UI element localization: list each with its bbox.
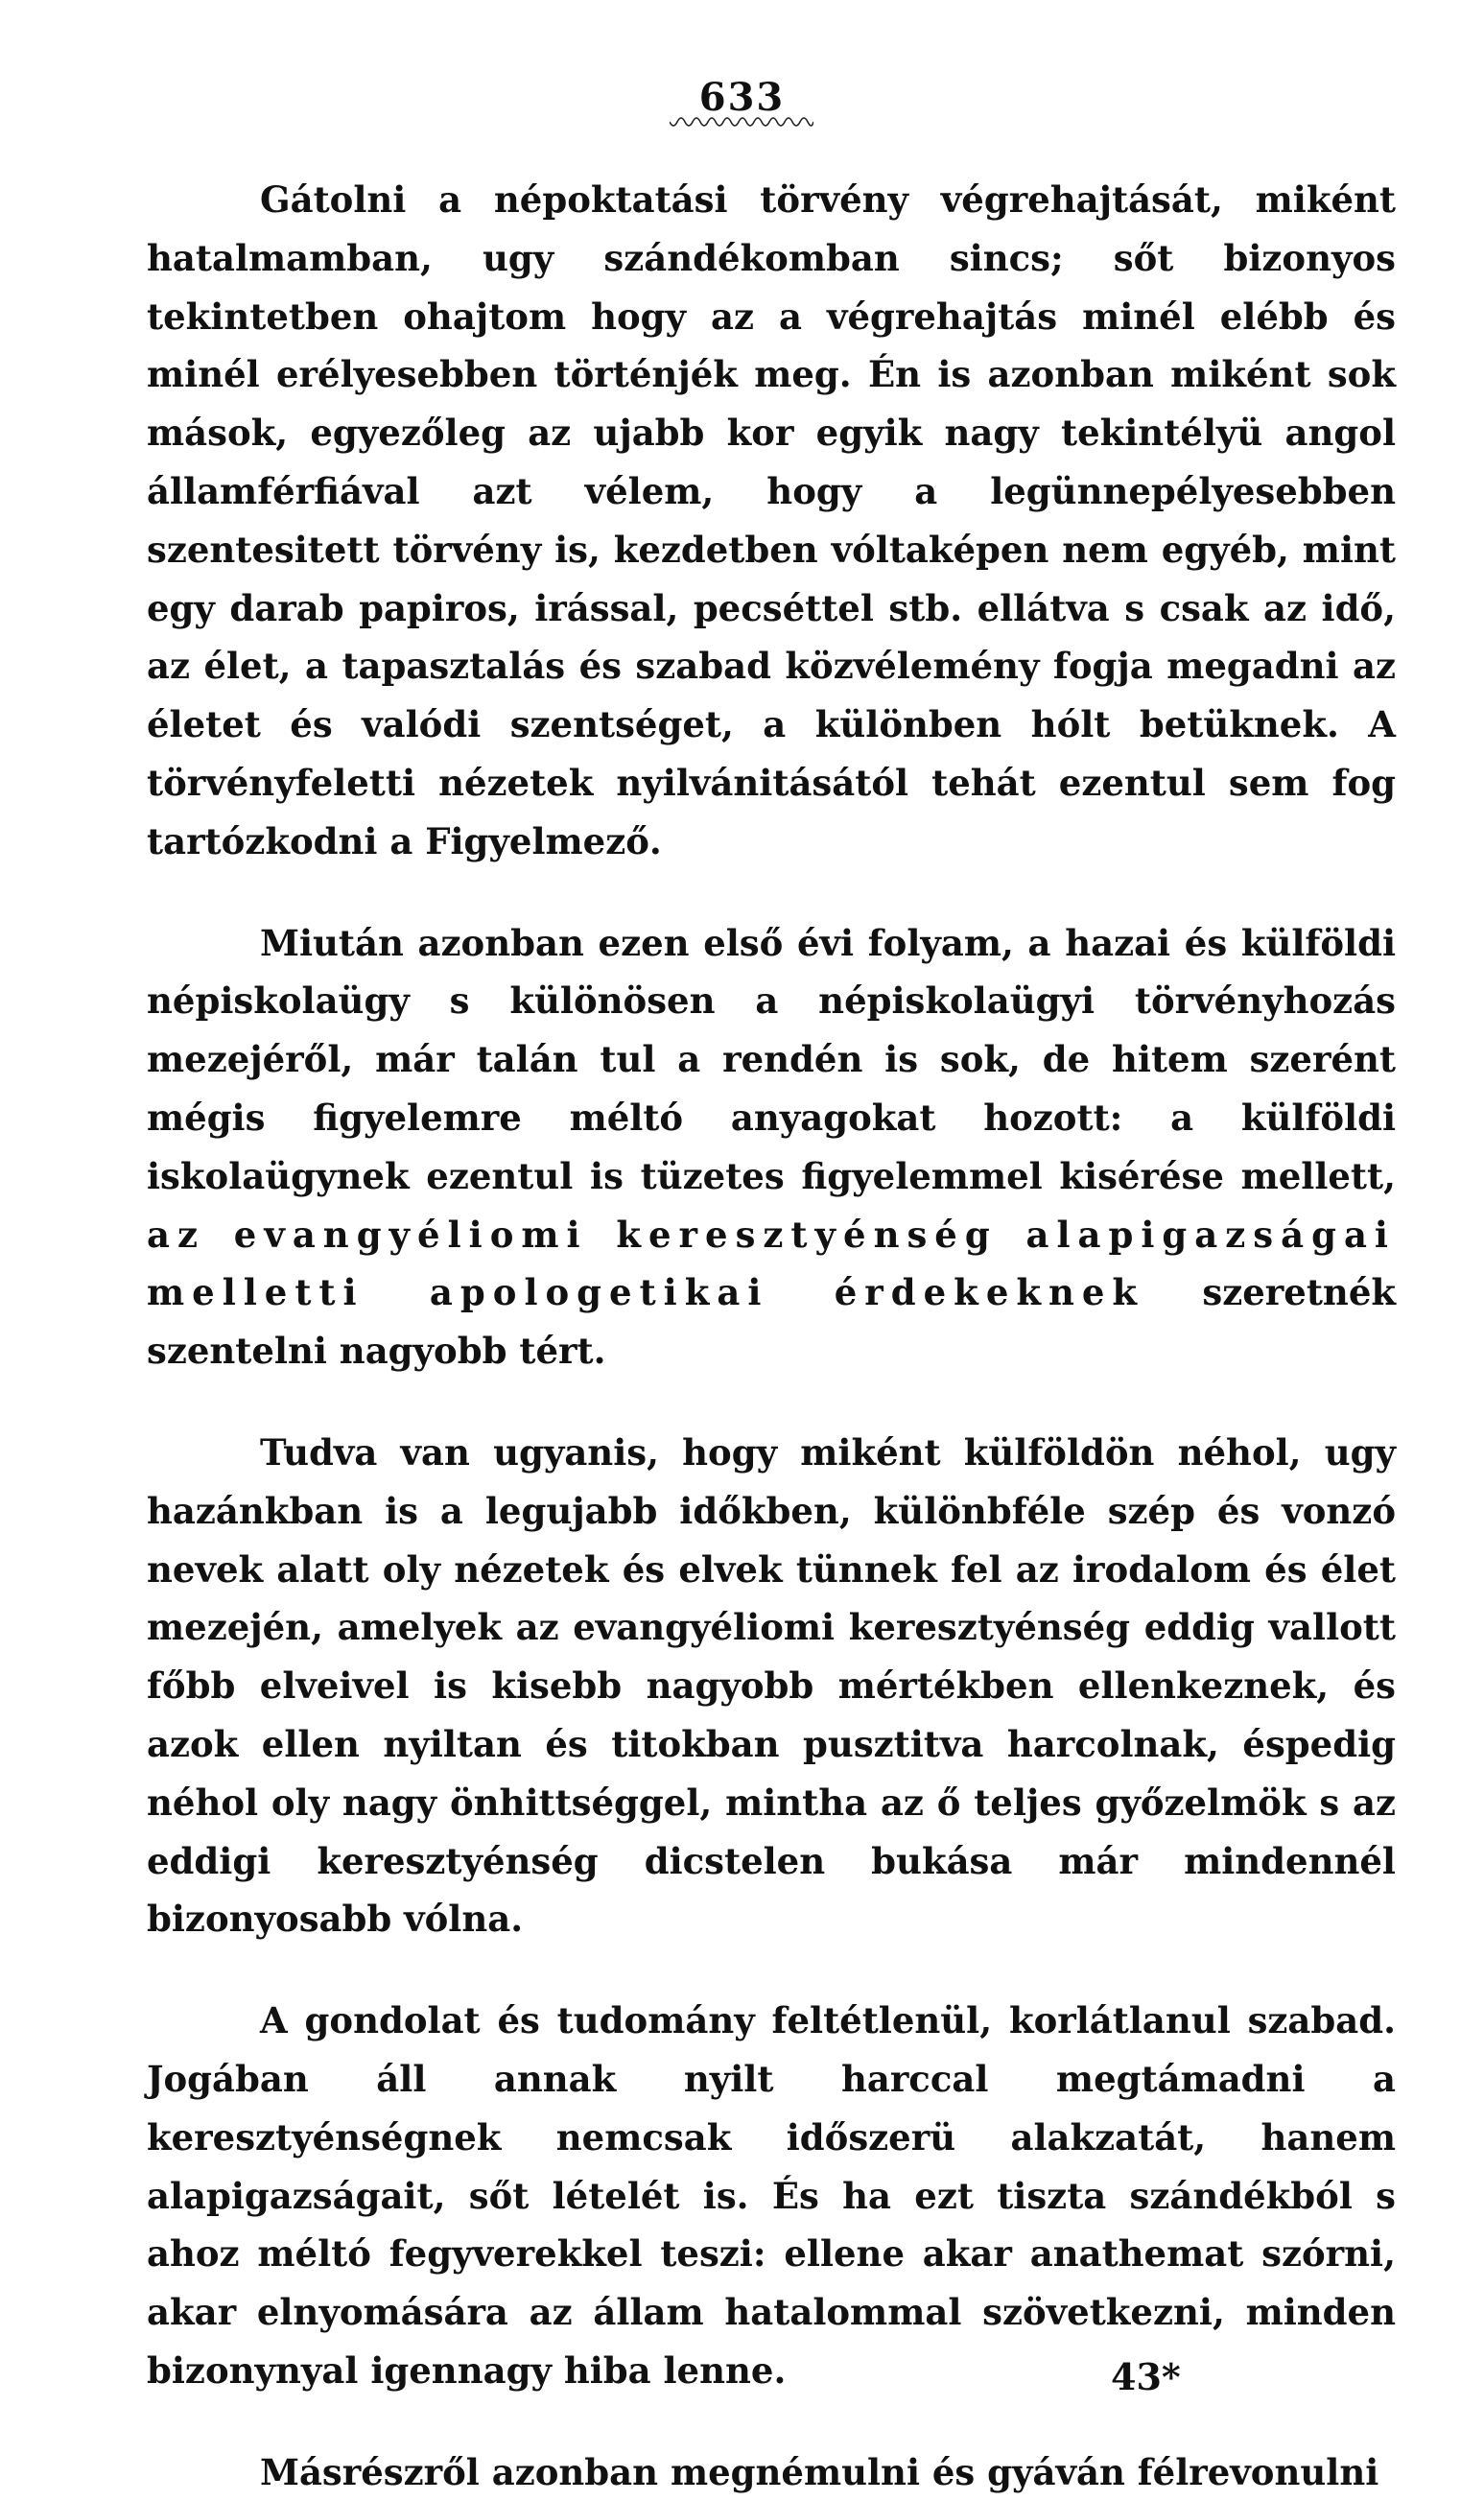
paragraph-2 (147, 914, 1396, 1380)
paragraph-2-text-before: Miután azonban ezen első évi folyam, a hazai és külföldi népiskolaügy s különösen a népiskolaügyi törvényhozás mezejéről, már talán tul a rendén is sok, de hitem szerént mégis figyelemre méltó anyagokat hozott: a külföldi iskolaügynek ezentul is tüzetes figyelemmel kisérése mellett, (147, 921, 1396, 1197)
paragraph-4: A gondolat és tudomány feltétlenül, korlátlanul szabad. Jogában áll annak nyilt harccal megtámadni a keresztyénségnek nemcsak időszerü alakzatát, hanem alapigazságait, sőt lételét is. És ha ezt tiszta szándékból s ahoz méltó fegyverekkel teszi: ellene akar anathemat szórni, akar elnyomására az állam hatalommal szövetkezni, minden bizonynyal igennagy hiba lenne. (147, 1999, 1396, 2392)
paragraph-3: Tudva van ugyanis, hogy miként külföldön néhol, ugy hazánkban is a legujabb időkben, különbféle szép és vonzó nevek alatt oly nézetek és elvek tünnek fel az irodalom és élet mezején, amelyek az evangyéliomi keresztyénség eddig vallott főbb elveivel is kisebb nagyobb mértékben ellenkeznek, és azok ellen nyiltan és titokban pusztitva harcolnak, éspedig néhol oly nagy önhittséggel, mintha az ő teljes győzelmök s az eddigi keresztyénség dicstelen bukása már mindennél bizonyosabb vólna. (147, 1430, 1396, 1941)
paragraph-2-text-after: szeretnék szentelni nagyobb tért. (147, 1271, 1396, 1373)
body-text (147, 171, 1396, 2501)
page-number: 633 (698, 75, 786, 120)
paragraph-5: Másrészről azonban megnémulni és gyáván félrevonulni (260, 2450, 1379, 2493)
signature-mark: 43* (1111, 2355, 1181, 2398)
paragraph-2-emphasis: az evangyéliomi keresztyénség alapigazságai melletti apologetikai érdekeknek (147, 1213, 1396, 1314)
wavy-rule-ornament (670, 117, 813, 130)
paragraph-1: Gátolni a népoktatási törvény végrehajtását, miként hatalmamban, ugy szándékomban sincs; sőt bizonyos tekintetben ohajtom hogy az a végrehajtás minél elébb és minél erélyesebben történjék meg. Én is azonban miként sok mások, egyezőleg az ujabb kor egyik nagy tekintélyü angol államférfiával azt vélem, hogy a legünnepélyesebben szentesitett törvény is, kezdetben vóltaképen nem egyéb, mint egy darab papiros, irással, pecséttel stb. ellátva s csak az idő, az élet, a tapasztalás és szabad közvélemény fogja megadni az életet és valódi szentséget, a különben hólt betüknek. A törvényfeletti nézetek nyilvánitásától tehát ezentul sem fog tartózkodni a Figyelmező. (147, 178, 1396, 862)
